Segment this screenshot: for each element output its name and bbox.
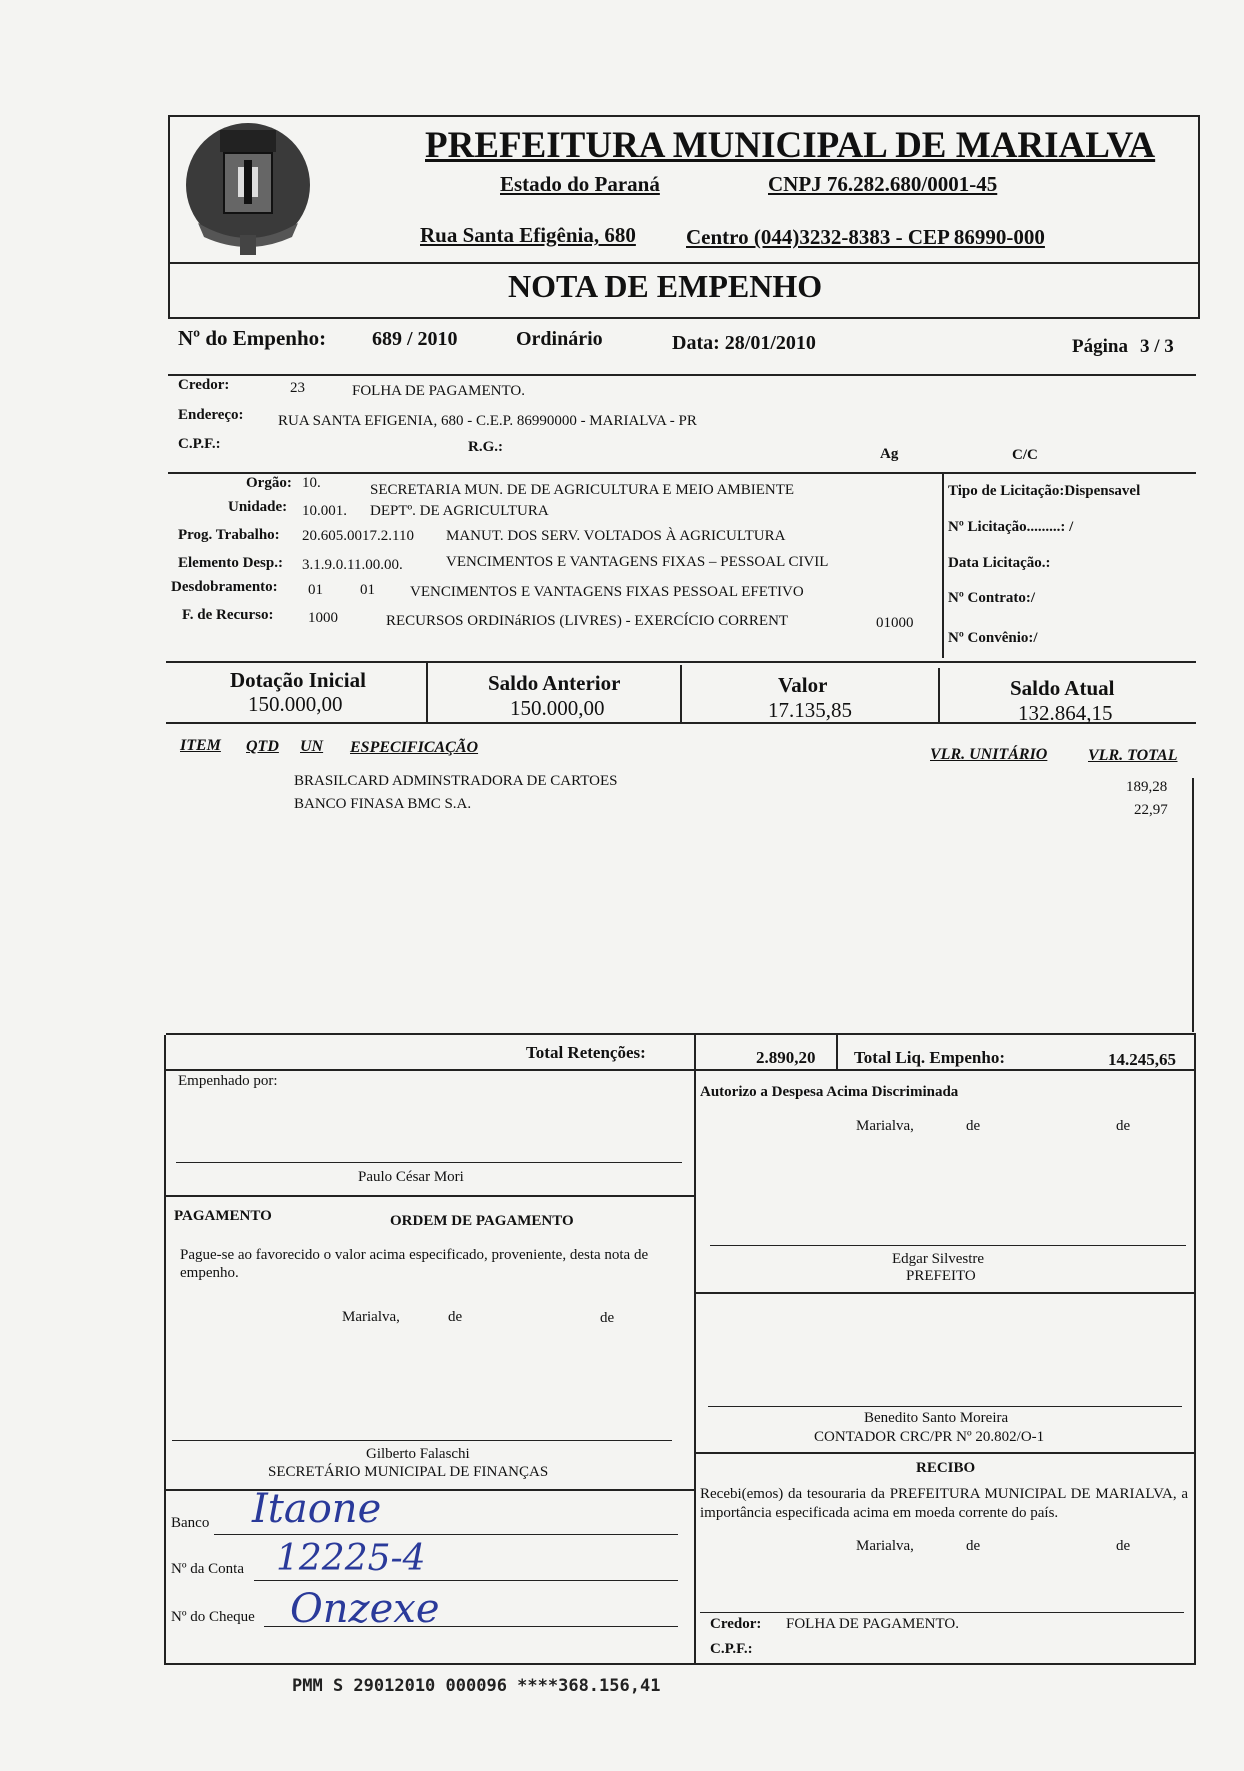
- col-qtd: QTD: [246, 738, 279, 755]
- elem-code: 3.1.9.0.11.00.00.: [302, 557, 403, 573]
- banco-handwritten: Itaone: [252, 1486, 382, 1532]
- desd-desc: VENCIMENTOS E VANTAGENS FIXAS PESSOAL EFETIVO: [410, 584, 804, 600]
- retencoes-label: Total Retenções:: [526, 1043, 646, 1062]
- autorizo-label: Autorizo a Despesa Acima Discriminada: [700, 1084, 959, 1100]
- cc-label: C/C: [1012, 447, 1038, 463]
- ordem-de1: de: [448, 1309, 463, 1325]
- unidade-desc: DEPTº. DE AGRICULTURA: [370, 503, 549, 519]
- contador-nome: Benedito Santo Moreira: [864, 1410, 1009, 1426]
- recibo-de2: de: [1116, 1538, 1131, 1554]
- prefeito-nome: Edgar Silvestre: [892, 1251, 985, 1267]
- col-especificacao: ESPECIFICAÇÃO: [350, 739, 479, 756]
- recurso-extra: 01000: [876, 615, 914, 631]
- autorizo-de2: de: [1116, 1118, 1131, 1134]
- prog-label: Prog. Trabalho:: [178, 527, 280, 543]
- recibo-credor-nome: FOLHA DE PAGAMENTO.: [786, 1616, 959, 1632]
- recibo-de1: de: [966, 1538, 981, 1554]
- credor-label: Credor:: [178, 377, 230, 393]
- saldo-anterior-value: 150.000,00: [510, 696, 605, 720]
- item-total: 189,28: [1126, 779, 1168, 795]
- prog-code: 20.605.0017.2.110: [302, 528, 414, 544]
- secretario-nome: Gilberto Falaschi: [366, 1446, 470, 1462]
- desd-label: Desdobramento:: [171, 579, 278, 595]
- prefeito-cargo: PREFEITO: [906, 1268, 976, 1284]
- doc-title: NOTA DE EMPENHO: [508, 268, 823, 304]
- header-state: Estado do Paraná: [500, 172, 660, 196]
- recibo-label: RECIBO: [916, 1460, 976, 1476]
- unidade-label: Unidade:: [228, 499, 288, 515]
- licitacao-convenio: Nº Convênio:/: [948, 630, 1038, 646]
- licitacao-contrato: Nº Contrato:/: [948, 590, 1036, 606]
- desd-code1: 01: [308, 582, 323, 598]
- saldo-atual-label: Saldo Atual: [1010, 676, 1115, 700]
- elem-desc: VENCIMENTOS E VANTAGENS FIXAS – PESSOAL CIVIL: [446, 554, 829, 570]
- empenhado-nome: Paulo César Mori: [358, 1169, 464, 1185]
- licitacao-data: Data Licitação.:: [948, 555, 1051, 571]
- recurso-label: F. de Recurso:: [182, 607, 274, 623]
- ordem-label: ORDEM DE PAGAMENTO: [390, 1213, 574, 1229]
- prog-desc: MANUT. DOS SERV. VOLTADOS À AGRICULTURA: [446, 528, 786, 544]
- valor-label: Valor: [778, 673, 828, 697]
- unidade-code: 10.001.: [302, 503, 347, 519]
- endereco-label: Endereço:: [178, 407, 244, 423]
- conta-label: Nº da Conta: [171, 1561, 244, 1577]
- valor-value: 17.135,85: [768, 698, 852, 722]
- recibo-credor-label: Credor:: [710, 1616, 762, 1632]
- orgao-desc: SECRETARIA MUN. DE DE AGRICULTURA E MEIO AMBIENTE: [370, 482, 795, 498]
- header-title: PREFEITURA MUNICIPAL DE MARIALVA: [425, 125, 1156, 166]
- empenho-number: 689 / 2010: [372, 328, 458, 350]
- empenho-type: Ordinário: [516, 328, 603, 350]
- col-item: ITEM: [180, 737, 221, 754]
- recurso-desc: RECURSOS ORDINáRIOS (LIVRES) - EXERCÍCIO CORRENT: [386, 613, 789, 629]
- header-contact: Centro (044)3232-8383 - CEP 86990-000: [686, 225, 1045, 249]
- autorizo-city: Marialva,: [856, 1118, 914, 1134]
- liquido-label: Total Liq. Empenho:: [854, 1048, 1005, 1067]
- dotacao-value: 150.000,00: [248, 692, 343, 716]
- desd-code2: 01: [360, 582, 375, 598]
- contador-cargo: CONTADOR CRC/PR Nº 20.802/O-1: [814, 1429, 1045, 1445]
- pagamento-label: PAGAMENTO: [174, 1208, 272, 1224]
- recurso-code: 1000: [308, 610, 338, 626]
- credor-code: 23: [290, 380, 305, 396]
- footer-stamp: PMM S 29012010 000096 ****368.156,41: [292, 1676, 661, 1696]
- autorizo-de1: de: [966, 1118, 981, 1134]
- col-vlr-total: VLR. TOTAL: [1088, 747, 1178, 764]
- endereco-value: RUA SANTA EFIGENIA, 680 - C.E.P. 86990000 - MARIALVA - PR: [278, 413, 697, 429]
- elem-label: Elemento Desp.:: [178, 555, 283, 571]
- recibo-texto: Recebi(emos) da tesouraria da PREFEITURA MUNICIPAL DE MARIALVA, a importância especificada acima em moeda corrente do país.: [700, 1486, 1188, 1521]
- retencoes-value: 2.890,20: [756, 1048, 816, 1067]
- orgao-code: 10.: [302, 475, 321, 491]
- page-label: Página: [1072, 336, 1128, 357]
- ordem-city: Marialva,: [342, 1309, 400, 1325]
- empenho-label: Nº do Empenho:: [178, 326, 327, 350]
- cheque-label: Nº do Cheque: [171, 1609, 255, 1625]
- licitacao-numero: Nº Licitação.........: /: [948, 519, 1074, 535]
- credor-name: FOLHA DE PAGAMENTO.: [352, 383, 525, 399]
- rg-label: R.G.:: [468, 439, 503, 455]
- cpf-label: C.P.F.:: [178, 436, 221, 452]
- recibo-cpf-label: C.P.F.:: [710, 1641, 753, 1657]
- empenho-date: Data: 28/01/2010: [672, 332, 816, 354]
- header-address: Rua Santa Efigênia, 680: [420, 223, 636, 247]
- liquido-value: 14.245,65: [1108, 1050, 1176, 1069]
- saldo-anterior-label: Saldo Anterior: [488, 671, 621, 695]
- ordem-texto: Pague-se ao favorecido o valor acima especificado, proveniente, desta nota de empenho.: [180, 1247, 649, 1281]
- item-total: 22,97: [1134, 802, 1168, 818]
- secretario-cargo: SECRETÁRIO MUNICIPAL DE FINANÇAS: [268, 1464, 549, 1480]
- empenhado-label: Empenhado por:: [178, 1073, 278, 1089]
- col-vlr-unitario: VLR. UNITÁRIO: [930, 746, 1048, 763]
- col-un: UN: [300, 738, 324, 755]
- page-number: 3 / 3: [1140, 336, 1174, 357]
- banco-label: Banco: [171, 1515, 210, 1531]
- saldo-atual-value: 132.864,15: [1018, 701, 1113, 725]
- dotacao-label: Dotação Inicial: [230, 668, 366, 692]
- item-desc: BRASILCARD ADMINSTRADORA DE CARTOES: [294, 773, 618, 789]
- cheque-handwritten: Onzexe: [290, 1586, 440, 1632]
- coat-of-arms-logo: [178, 105, 318, 260]
- recibo-city: Marialva,: [856, 1538, 914, 1554]
- licitacao-tipo: Tipo de Licitação:Dispensavel: [948, 483, 1141, 499]
- ag-label: Ag: [880, 446, 899, 462]
- conta-handwritten: 12225-4: [276, 1538, 426, 1579]
- item-desc: BANCO FINASA BMC S.A.: [294, 796, 472, 812]
- header-cnpj: CNPJ 76.282.680/0001-45: [768, 172, 998, 196]
- orgao-label: Orgão:: [246, 475, 292, 491]
- ordem-de2: de: [600, 1310, 615, 1326]
